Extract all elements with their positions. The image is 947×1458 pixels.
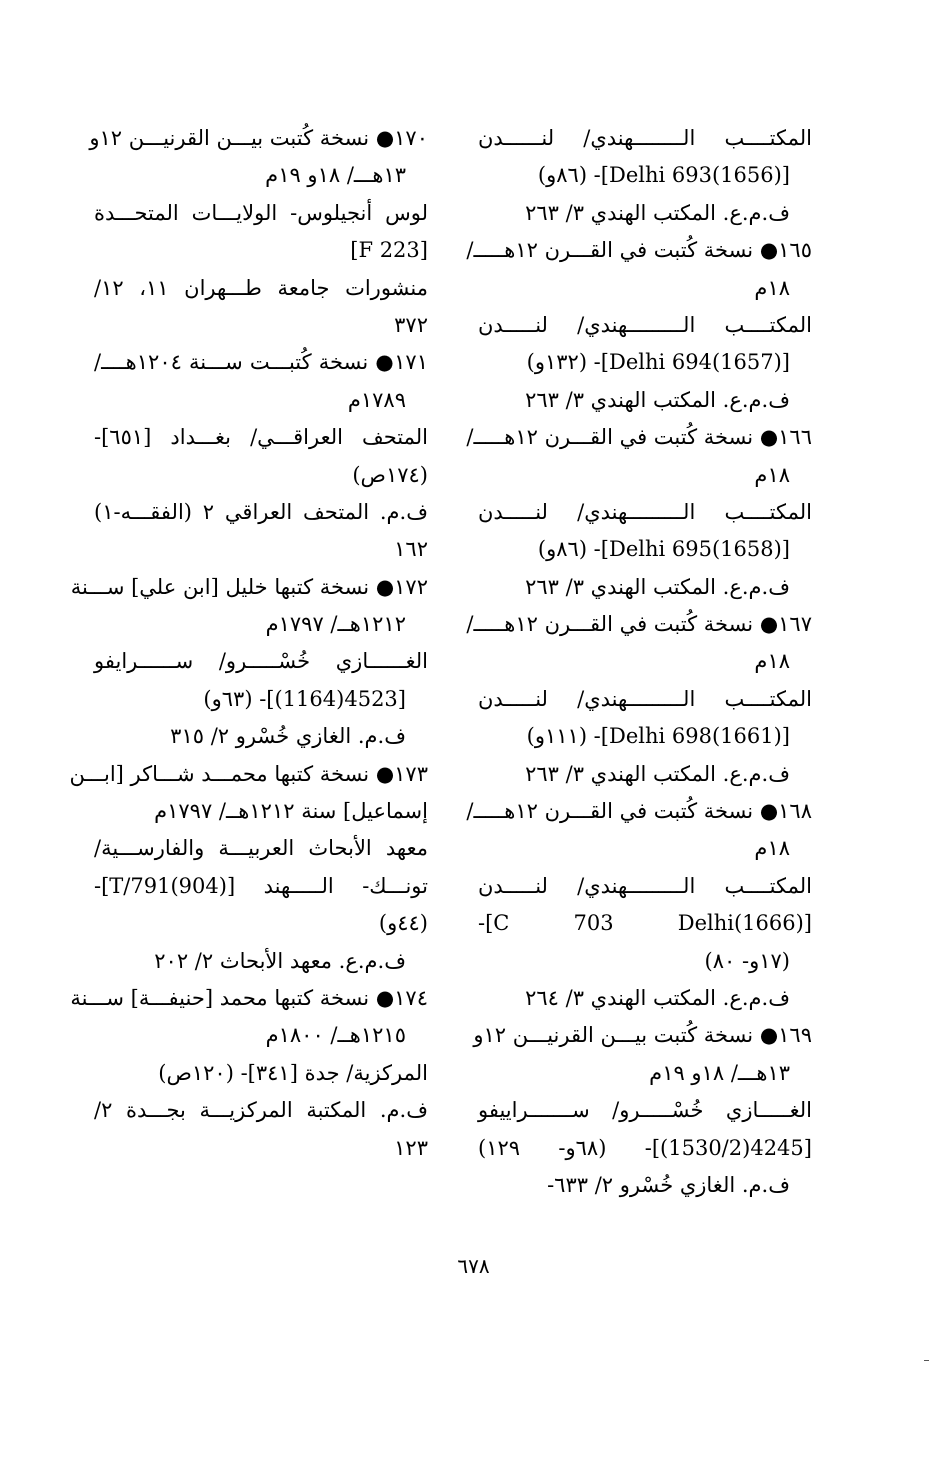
text-line: المكتــــب الـــــــــهندي/ لنـــــدن	[478, 686, 812, 711]
text-line: ٣٧٢	[394, 312, 428, 337]
text-line: ف.م.ع. المكتب الهندي ٣/ ٢٦٣	[525, 387, 790, 412]
text-line: الغـــــازي خُسْـــــرو/ ســـــــراييفو	[478, 1098, 812, 1123]
text-line: ١٧٠● نسخة كُتبت بيـــن القرنيـــن ١٢و	[89, 126, 428, 150]
text-line: إسماعيل] سنة ١٢١٢هــ/ ١٧٩٧م	[154, 799, 428, 824]
left-text-column	[69, 120, 428, 1167]
text-line: المركزية/ جدة [٣٤١]- (١٢٠ص)	[158, 1060, 428, 1085]
text-line: ١٦٦● نسخة كُتبت في القـــرن ١٢هـــــ/	[466, 425, 812, 450]
text-line: ١٦٨● نسخة كُتبت في القـــرن ١٢هـــــ/	[466, 799, 812, 824]
text-line: (٤٤و)	[378, 911, 428, 936]
text-line: المكتــــب الـــــــــهندي/ لنـــــدن	[478, 312, 812, 337]
text-line: [F 223]	[350, 238, 428, 263]
text-line: ف.م.ع. المكتب الهندي ٣/ ٢٦٣	[525, 574, 790, 599]
text-line: ف.م. الغازي خُسْرو ٢/ ٦٣٣-	[547, 1172, 790, 1197]
text-line: ١٦٢	[394, 537, 428, 562]
text-line: ف.م. المكتبة المركزيـــة بجـــدة ٢/	[94, 1098, 428, 1123]
text-line: [Delhi 693(1656)]- (٨٦و)	[537, 163, 790, 188]
text-line: ١٢١٢هــ/ ١٧٩٧م	[265, 612, 406, 637]
text-line: (١٧و- ٨٠)	[704, 948, 790, 973]
text-line: ١٨م	[754, 836, 790, 861]
text-line: ١٦٧● نسخة كُتبت في القـــرن ١٢هـــــ/	[466, 612, 812, 637]
text-line: ف.م.ع. المكتب الهندي ٣/ ٢٦٣	[525, 761, 790, 786]
text-line: ف.م.ع. المكتب الهندي ٣/ ٢٦٤	[525, 985, 790, 1010]
text-line: ١٧٢● نسخة كتبها خليل [ابن علي] ســـنة	[70, 574, 428, 599]
text-line: ف.م. الغازي خُسْرو ٢/ ٣١٥	[170, 724, 406, 749]
text-line: ١٢١٥هــ/ ١٨٠٠م	[265, 1023, 406, 1048]
text-line: (١٧٤ص)	[352, 462, 428, 487]
text-line: [4523(1164)]- (٦٣و)	[203, 686, 406, 711]
text-line: [C 703 Delhi(1666)]-	[478, 911, 812, 936]
right-text-column	[466, 120, 812, 1204]
text-line: ف.م. المتحف العراقي ٢ (الفقـــه-١)	[94, 499, 428, 524]
text-line: تونـــك- الـــــهند [T/791(904)]-	[94, 873, 428, 898]
text-line: ١٣هـــ/ ١٨و ١٩م	[265, 163, 406, 188]
text-line: [Delhi 695(1658)]- (٨٦و)	[537, 537, 790, 562]
text-line: ١٧١● نسخة كُتبـــت ســـنة ١٢٠٤هــــ/	[94, 350, 428, 375]
text-line: لوس أنجيلوس- الولايـــات المتحـــدة	[94, 200, 428, 225]
text-line: ١٨م	[754, 275, 790, 300]
scan-mark	[924, 1360, 929, 1361]
text-line: منشورات جامعة طـــهران ١١، ١٢/	[94, 275, 428, 300]
text-line: الغــــــازي خُسْـــــرو/ ســــــرايفو	[94, 649, 428, 674]
text-line: ١٧٨٩م	[347, 387, 406, 412]
text-line: ف.م.ع. المكتب الهندي ٣/ ٢٦٣	[525, 200, 790, 225]
page-number: ٦٧٨	[457, 1254, 490, 1278]
text-line: ١٢٣	[394, 1135, 428, 1160]
text-line: المكتــــب الـــــــــهندي/ لنـــــدن	[478, 873, 812, 898]
text-line: [4245(1530/2)]- (٦٨و- ١٢٩)	[478, 1135, 812, 1160]
text-line: ١٧٣● نسخة كتبها محمـــد شـــاكر [ابـــن	[69, 761, 428, 786]
text-line: المكتــــب الــــــــهندي/ لنــــــدن	[478, 126, 812, 150]
text-line: ف.م.ع. معهد الأبحاث ٢/ ٢٠٢	[154, 948, 406, 973]
text-line: المتحف العراقـــي/ بغـــداد [٦٥١]-	[94, 425, 428, 450]
text-line: [Delhi 698(1661)]- (١١١و)	[526, 724, 790, 749]
text-line: [Delhi 694(1657)]- (١٣٢و)	[526, 350, 790, 375]
text-line: ١٣هـــ/ ١٨و ١٩م	[649, 1060, 790, 1085]
text-line: ١٦٥● نسخة كُتبت في القـــرن ١٢هـــــ/	[466, 238, 812, 263]
text-line: ١٨م	[754, 462, 790, 487]
text-line: ١٨م	[754, 649, 790, 674]
text-line: ١٦٩● نسخة كُتبت بيـــن القرنيـــن ١٢و	[473, 1023, 812, 1048]
text-line: ١٧٤● نسخة كتبها محمد [حنيفـــة] ســـنة	[70, 985, 428, 1010]
text-line: المكتــــب الـــــــــهندي/ لنـــــدن	[478, 499, 812, 524]
text-line: معهد الأبحاث العربيـــة والفارســـية/	[94, 836, 428, 861]
